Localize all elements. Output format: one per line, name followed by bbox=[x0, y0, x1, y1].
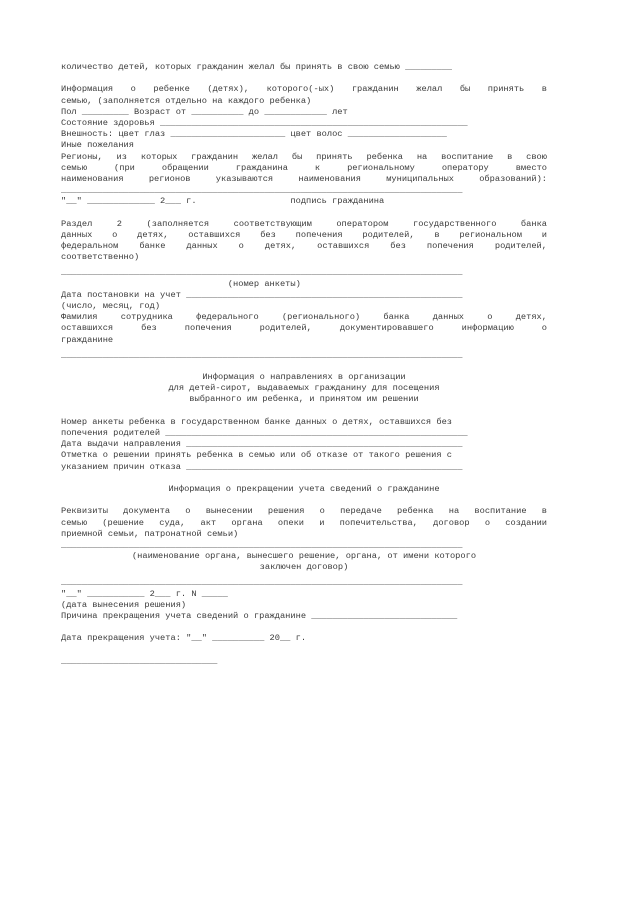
wishes-label: Иные пожелания bbox=[61, 140, 134, 151]
authority-caption-line-2: заключен договор) bbox=[259, 562, 349, 573]
employee-blank: _____________________________________________________________________________ bbox=[61, 349, 463, 360]
section2-line-1: Раздел 2 (заполняется соответствующим оператором государственного банка bbox=[61, 218, 547, 229]
employee-line-3: гражданине bbox=[61, 334, 114, 345]
employee-line-2: оставшихся без попечения родителей, документировавшего информацию о bbox=[61, 323, 547, 334]
decision-mark-line-1: Отметка о решении принять ребенка в семью или об отказе от такого решения с bbox=[61, 450, 453, 461]
decision-mark-line-2: указанием причин отказа _____________________________________________________ bbox=[61, 461, 463, 472]
termination-details-line-1: Реквизиты документа о вынесении решения о передаче ребенка на воспитание в bbox=[61, 506, 547, 517]
section2-line-4: соответственно) bbox=[61, 252, 140, 263]
form-number-caption: (номер анкеты) bbox=[61, 278, 301, 289]
regions-line-2: семью (при обращении гражданина к региональному оператору вместо bbox=[61, 162, 547, 173]
referrals-title-line-2: для детей-сирот, выдаваемых гражданину для посещения bbox=[168, 383, 440, 394]
form-number-blank: _____________________________________________________________________________ bbox=[61, 267, 463, 278]
signature-line: "__" _____________ 2___ г. подпись гражданина bbox=[61, 196, 385, 207]
appearance-line: Внешность: цвет глаз ______________________ цвет волос ___________________ bbox=[61, 129, 447, 140]
referrals-title-line-3: выбранного им ребенка, и принятом им решении bbox=[189, 394, 419, 405]
decision-blank: _____________________________________________________________________________ bbox=[61, 577, 463, 588]
child-info-line-2: семью, (заполняется отдельно на каждого ребенка) bbox=[61, 95, 312, 106]
termination-details-line-3: приемной семьи, патронатной семьи) bbox=[61, 528, 239, 539]
document-page bbox=[61, 62, 547, 667]
child-info-line-1: Информация о ребенке (детях), которого(-ых) гражданин желал бы принять в bbox=[61, 84, 547, 95]
referrals-title-line-1: Информация о направлениях в организации bbox=[202, 372, 406, 383]
referral-issue-date-line: Дата выдачи направления _____________________________________________________ bbox=[61, 439, 463, 450]
sex-age-line: Пол _________ Возраст от __________ до ____________ лет bbox=[61, 106, 348, 117]
authority-blank: _____________________________________________________________________________ bbox=[61, 539, 463, 550]
child-form-number-line-2: попечения родителей __________________________________________________________ bbox=[61, 428, 468, 438]
registration-date-caption: (число, месяц, год) bbox=[61, 300, 161, 311]
child-form-number-line-1: Номер анкеты ребенка в государственном банке данных о детях, оставшихся без bbox=[61, 416, 453, 427]
section2-line-3: федеральном банке данных о детях, оставшихся без попечения родителей, bbox=[61, 241, 547, 251]
footer-rule: ______________________________ bbox=[61, 655, 218, 666]
section2-line-2: данных о детях, оставшихся без попечения родителей, в региональном и bbox=[61, 229, 547, 240]
termination-reason-line: Причина прекращения учета сведений о гражданине ____________________________ bbox=[61, 611, 458, 621]
termination-date-line: Дата прекращения учета: "__" __________ 20__ г. bbox=[61, 633, 307, 644]
decision-date-line: "__" ___________ 2___ г. N _____ bbox=[61, 588, 228, 599]
termination-title: Информация о прекращении учета сведений о гражданине bbox=[168, 483, 440, 494]
regions-blank: _____________________________________________________________________________ bbox=[61, 185, 463, 196]
regions-line-1: Регионы, из которых гражданин желал бы принять ребенка на воспитание в свою bbox=[61, 151, 547, 162]
children-count-line: количество детей, которых гражданин желал бы принять в свою семью _________ bbox=[61, 62, 453, 72]
health-line: Состояние здоровья ___________________________________________________________ bbox=[61, 117, 468, 128]
registration-date-line: Дата постановки на учет _____________________________________________________ bbox=[61, 289, 463, 300]
decision-date-caption: (дата вынесения решения) bbox=[61, 599, 187, 610]
employee-line-1: Фамилия сотрудника федерального (регионального) банка данных о детях, bbox=[61, 312, 547, 323]
authority-caption-line-1: (наименование органа, вынесшего решение, органа, от имени которого bbox=[131, 551, 477, 562]
termination-details-line-2: семью (решение суда, акт органа опеки и попечительства, договор о создании bbox=[61, 517, 547, 528]
regions-line-3: наименования регионов указываются наименования муниципальных образований): bbox=[61, 173, 547, 184]
